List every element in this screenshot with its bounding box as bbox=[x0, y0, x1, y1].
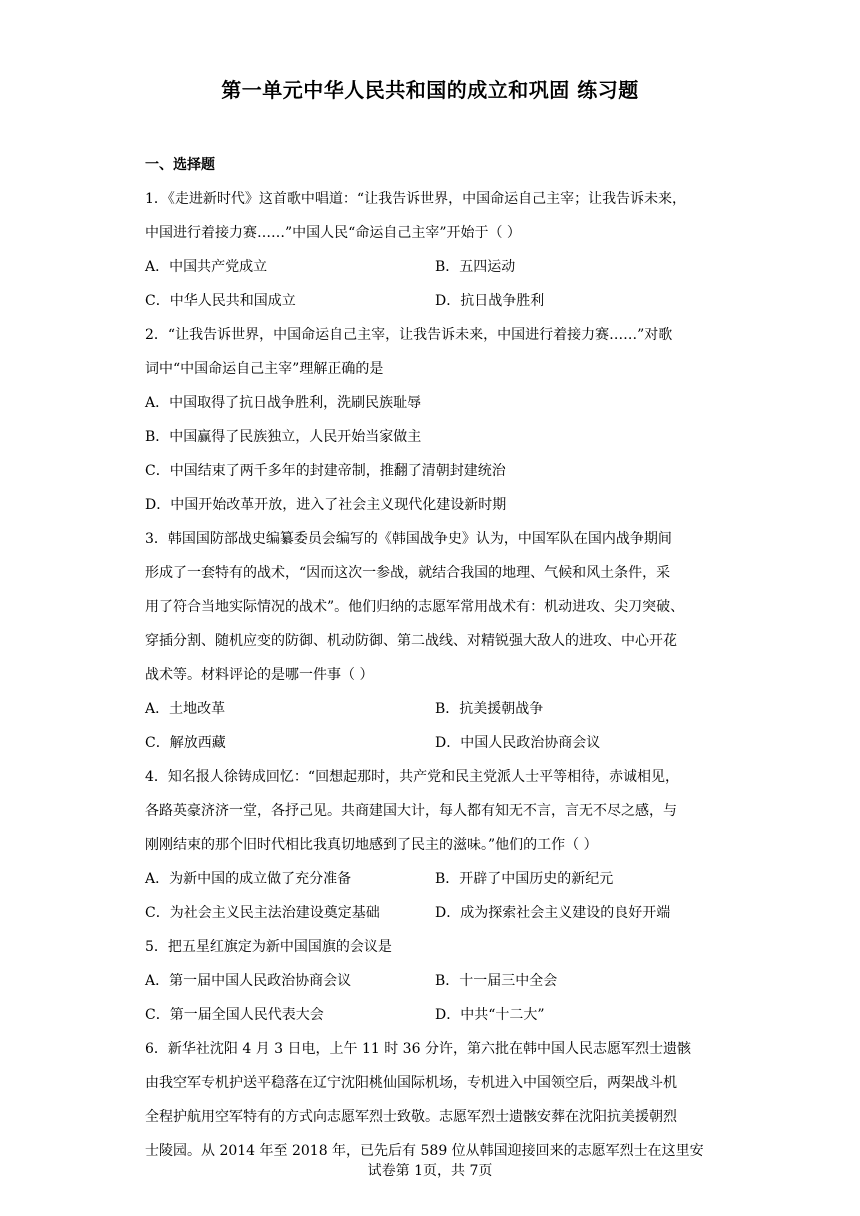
question-text-line: 5．把五星红旗定为新中国国旗的会议是 bbox=[145, 939, 392, 955]
question-text-line: 6．新华社沈阳 4 月 3 日电，上午 11 时 36 分许，第六批在韩中国人民志愿军烈士遗骸 bbox=[145, 1041, 691, 1057]
page-title: 第一单元中华人民共和国的成立和巩固 练习题 bbox=[221, 78, 639, 102]
option-a[interactable]: A．土地改革 bbox=[145, 701, 226, 717]
question-text-line: 1．《走进新时代》这首歌中唱道：“让我告诉世界，中国命运自己主宰；让我告诉未来， bbox=[145, 191, 687, 207]
question-4 bbox=[145, 760, 725, 930]
question-text-line: 刚刚结束的那个旧时代相比我真切地感到了民主的滋味。”他们的工作（ ） bbox=[145, 837, 598, 853]
option-b[interactable]: B．五四运动 bbox=[435, 259, 516, 275]
option-d[interactable]: D．中国人民政治协商会议 bbox=[435, 735, 601, 751]
question-6 bbox=[145, 1032, 725, 1168]
option-row bbox=[145, 726, 725, 760]
question-text-line: 中国进行着接力赛……”中国人民“命运自己主宰”开始于（ ） bbox=[145, 225, 521, 241]
option-row bbox=[145, 964, 725, 998]
question-text-line: 用了符合当地实际情况的战术”。他们归纳的志愿军常用战术有：机动进攻、尖刀突破、 bbox=[145, 599, 685, 615]
question-text-line: 战术等。材料评论的是哪一件事（ ） bbox=[145, 667, 374, 683]
option-row bbox=[145, 250, 725, 284]
option-c[interactable]: C．为社会主义民主法治建设奠定基础 bbox=[145, 905, 380, 921]
question-1 bbox=[145, 182, 725, 318]
question-5 bbox=[145, 930, 725, 1032]
option-row bbox=[145, 862, 725, 896]
option-row bbox=[145, 692, 725, 726]
option-a[interactable]: A．第一届中国人民政治协商会议 bbox=[145, 973, 352, 989]
option-a[interactable]: A．中国共产党成立 bbox=[145, 259, 268, 275]
option-row bbox=[145, 284, 725, 318]
question-text-line: 形成了一套特有的战术，“因而这次一参战，就结合我国的地理、气候和风土条件，采 bbox=[145, 565, 671, 581]
question-text-line: 士陵园。从 2014 年至 2018 年，已先后有 589 位从韩国迎接回来的志愿军烈士在这里安 bbox=[145, 1143, 704, 1159]
section-heading: 一、选择题 bbox=[145, 157, 215, 173]
option-c[interactable]: C．中华人民共和国成立 bbox=[145, 293, 296, 309]
question-text-line: 各路英豪济济一堂，各抒己见。共商建国大计，每人都有知无不言，言无不尽之感，与 bbox=[145, 803, 677, 819]
page-footer: 试卷第 1页，共 7页 bbox=[367, 1163, 493, 1179]
question-text-line: 2．“让我告诉世界，中国命运自己主宰，让我告诉未来，中国进行着接力赛……”对歌 bbox=[145, 327, 673, 343]
option-d[interactable]: D．抗日战争胜利 bbox=[435, 293, 545, 309]
option-b[interactable]: B．中国赢得了民族独立，人民开始当家做主 bbox=[145, 429, 422, 445]
question-text-line: 4．知名报人徐铸成回忆：“回想起那时，共产党和民主党派人士平等相待，赤诚相见， bbox=[145, 769, 680, 785]
question-list bbox=[145, 148, 725, 1168]
option-b[interactable]: B．十一届三中全会 bbox=[435, 973, 558, 989]
option-b[interactable]: B．开辟了中国历史的新纪元 bbox=[435, 871, 614, 887]
option-a[interactable]: A．为新中国的成立做了充分准备 bbox=[145, 871, 352, 887]
option-d[interactable]: D．中国开始改革开放，进入了社会主义现代化建设新时期 bbox=[145, 497, 507, 513]
option-d[interactable]: D．成为探索社会主义建设的良好开端 bbox=[435, 905, 671, 921]
option-c[interactable]: C．解放西藏 bbox=[145, 735, 226, 751]
option-c[interactable]: C．第一届全国人民代表大会 bbox=[145, 1007, 324, 1023]
question-3 bbox=[145, 522, 725, 760]
question-text-line: 全程护航用空军特有的方式向志愿军烈士致敬。志愿军烈士遗骸安葬在沈阳抗美援朝烈 bbox=[145, 1109, 677, 1125]
option-d[interactable]: D．中共“十二大” bbox=[435, 1007, 545, 1023]
question-text-line: 由我空军专机护送平稳落在辽宁沈阳桃仙国际机场，专机进入中国领空后，两架战斗机 bbox=[145, 1075, 677, 1091]
option-c[interactable]: C．中国结束了两千多年的封建帝制，推翻了清朝封建统治 bbox=[145, 463, 506, 479]
question-text-line: 词中“中国命运自己主宰”理解正确的是 bbox=[145, 361, 384, 377]
option-row bbox=[145, 998, 725, 1032]
question-text-line: 穿插分割、随机应变的防御、机动防御、第二战线、对精锐强大敌人的进攻、中心开花 bbox=[145, 633, 677, 649]
question-text-line: 3．韩国国防部战史编纂委员会编写的《韩国战争史》认为，中国军队在国内战争期间 bbox=[145, 531, 672, 547]
option-a[interactable]: A．中国取得了抗日战争胜利，洗刷民族耻辱 bbox=[145, 395, 422, 411]
option-b[interactable]: B．抗美援朝战争 bbox=[435, 701, 544, 717]
option-row bbox=[145, 896, 725, 930]
question-2 bbox=[145, 318, 725, 522]
